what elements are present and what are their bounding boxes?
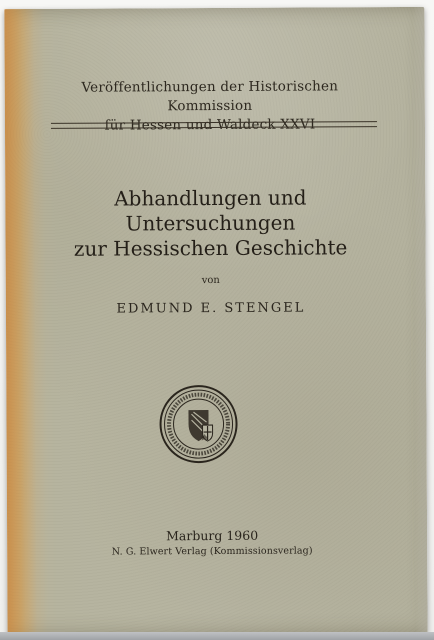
imprint-publisher: N. G. Elwert Verlag (Kommissionsverlag) <box>111 545 313 558</box>
series-line-1: Veröffentlichungen der Historischen Kommission <box>81 78 339 115</box>
book-cover <box>4 7 427 635</box>
table-surface <box>0 632 434 640</box>
book-title <box>35 185 385 262</box>
cover-content <box>4 7 427 635</box>
series-line-2: für Hessen und Waldeck XXVI <box>104 116 316 134</box>
seal-emblem-icon <box>158 384 238 464</box>
by-label: von <box>201 274 220 287</box>
author-name: EDMUND E. STENGEL <box>116 300 306 317</box>
imprint-place-year: Marburg 1960 <box>166 527 259 544</box>
title-line-1: Abhandlungen und Untersuchungen <box>114 185 307 236</box>
title-line-2: zur Hessischen Geschichte <box>73 235 348 261</box>
